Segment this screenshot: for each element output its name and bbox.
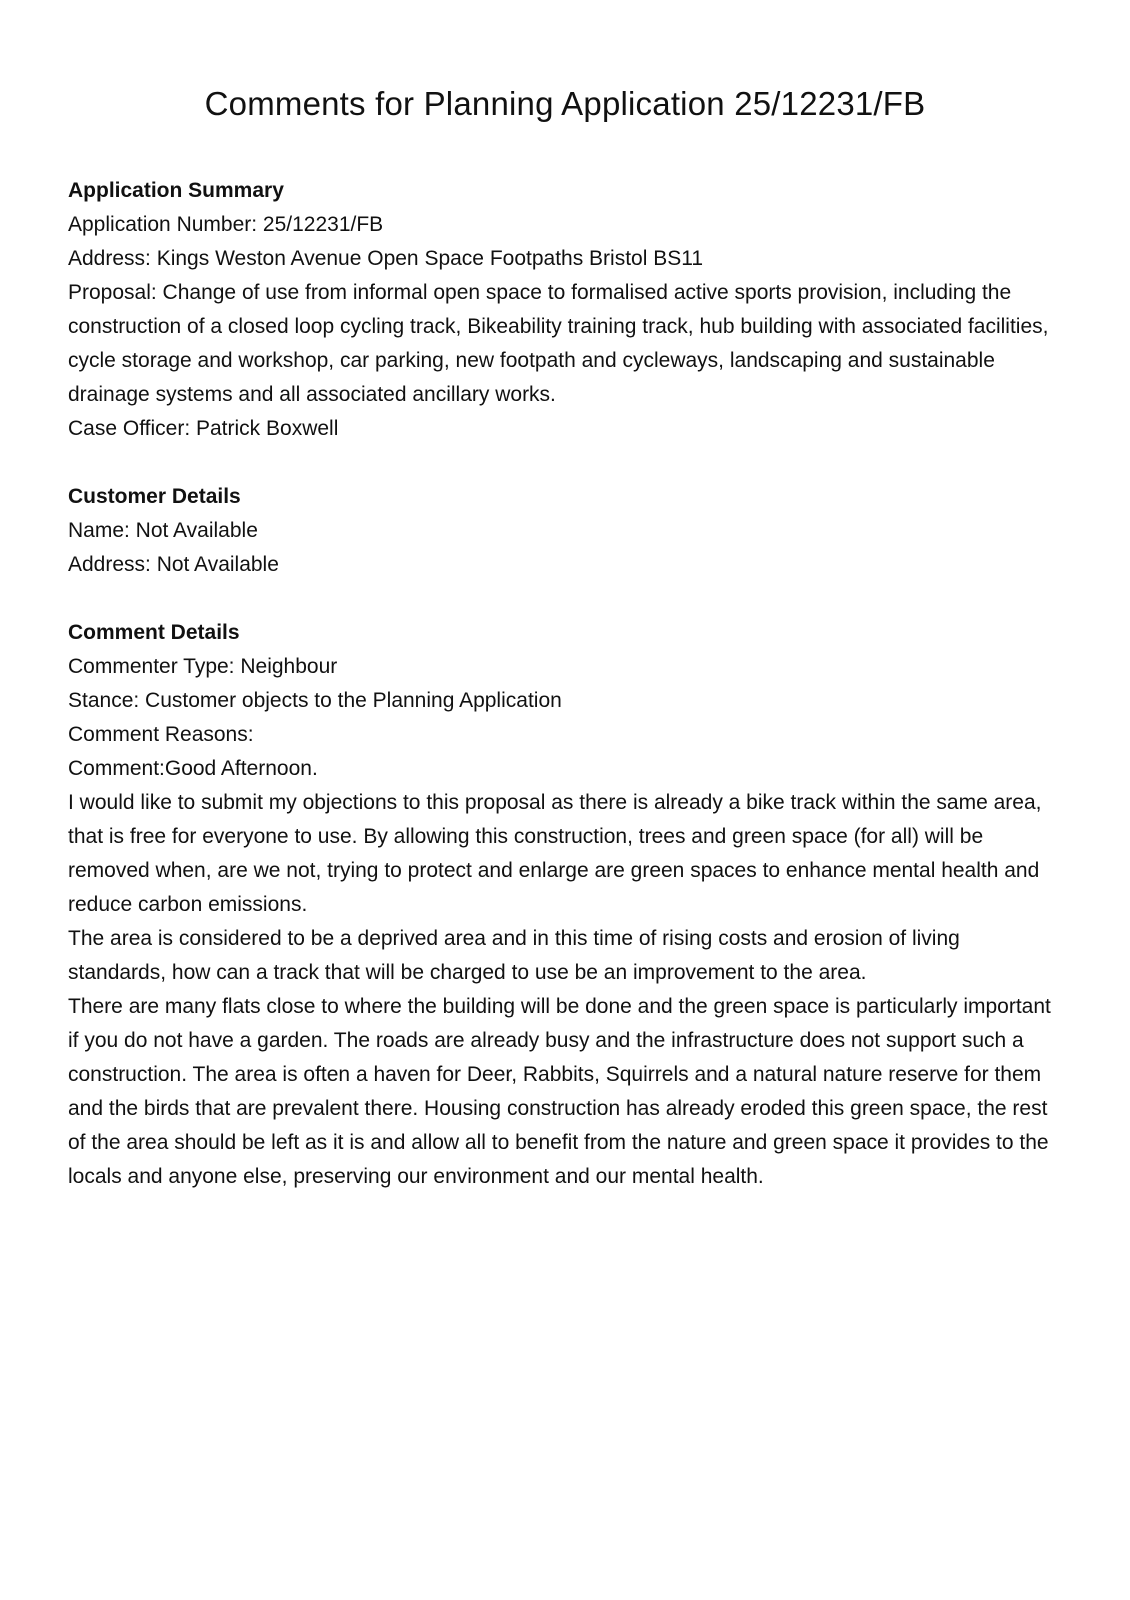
comment-paragraph: There are many flats close to where the building will be done and the green space is particularly important if you do not have a garden. The roads are already busy and the infrastructure does not support such a construction. The area is often a haven for Deer, Rabbits, Squirrels and a natural nature reserve for them and the birds that are prevalent there. Housing construction has already eroded this green space, the rest of the area should be left as it is and allow all to benefit from the nature and green space it provides to the locals and anyone else, preserving our environment and our mental health. — [68, 995, 1051, 1188]
customer-address: Address: Not Available — [68, 553, 279, 576]
case-officer: Case Officer: Patrick Boxwell — [68, 417, 339, 440]
customer-details-section — [68, 480, 1062, 582]
comment-stance: Stance: Customer objects to the Planning Application — [68, 689, 562, 712]
comment-paragraph: The area is considered to be a deprived area and in this time of rising costs and erosion of living standards, how can a track that will be charged to use be an improvement to the area. — [68, 927, 960, 984]
comment-opening: Comment:Good Afternoon. — [68, 757, 318, 780]
comment-details-heading: Comment Details — [68, 621, 240, 644]
commenter-type: Commenter Type: Neighbour — [68, 655, 338, 678]
comment-paragraph: I would like to submit my objections to this proposal as there is already a bike track within the same area, that is free for everyone to use. By allowing this construction, trees and green space (for all) will be removed when, are we not, trying to protect and enlarge are green spaces to enhance mental health and reduce carbon emissions. — [68, 791, 1042, 916]
comment-details-section — [68, 616, 1062, 1194]
application-proposal: Proposal: Change of use from informal open space to formalised active sports provision, including the construction of a closed loop cycling track, Bikeability training track, hub building with associated facilities, cycle storage and workshop, car parking, new footpath and cycleways, landscaping and sustainable drainage systems and all associated ancillary works. — [68, 281, 1049, 406]
customer-name: Name: Not Available — [68, 519, 258, 542]
application-address: Address: Kings Weston Avenue Open Space Footpaths Bristol BS11 — [68, 247, 704, 270]
application-summary-section — [68, 174, 1062, 446]
customer-details-heading: Customer Details — [68, 485, 241, 508]
document-title: Comments for Planning Application 25/12231/FB — [204, 85, 926, 122]
application-summary-heading: Application Summary — [68, 179, 284, 202]
comment-reasons: Comment Reasons: — [68, 723, 254, 746]
application-number: Application Number: 25/12231/FB — [68, 213, 384, 236]
